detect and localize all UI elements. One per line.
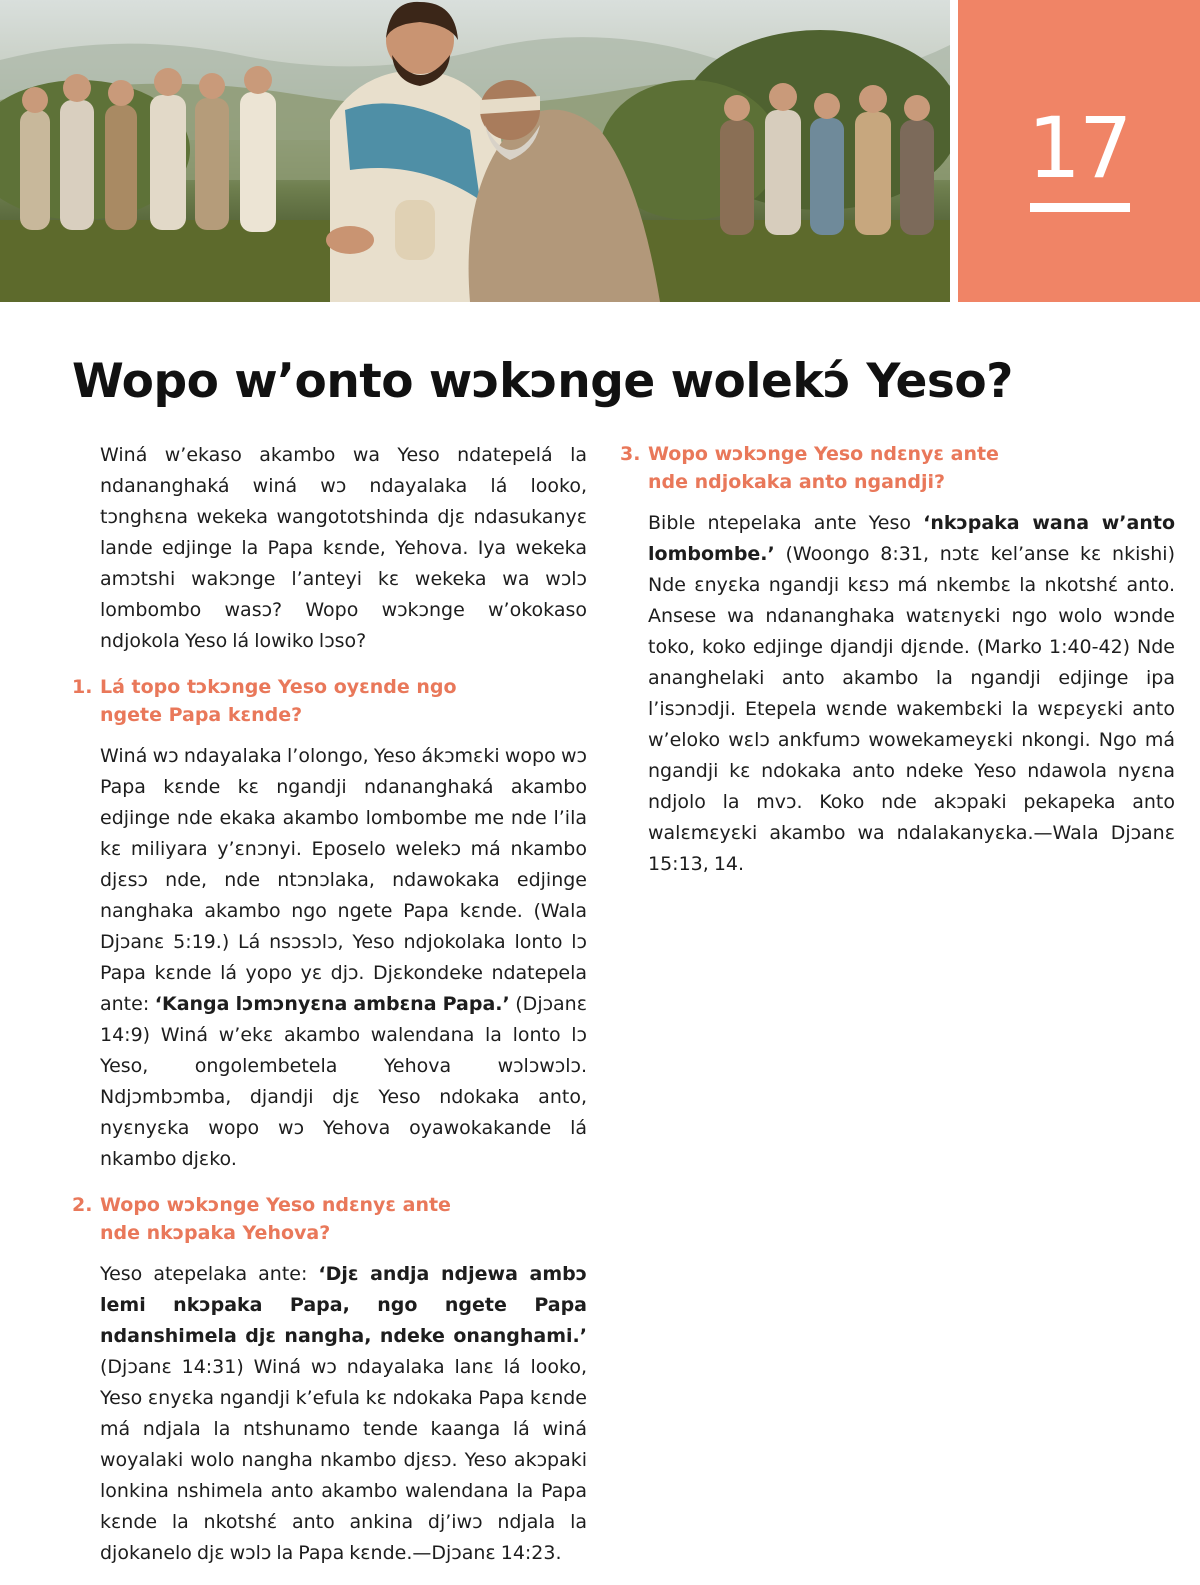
question-2-heading bbox=[72, 1191, 587, 1247]
lesson-badge bbox=[958, 0, 1200, 302]
question-1-number: 1. bbox=[72, 676, 93, 698]
question-2-heading-line2: nde nkɔpaka Yehova? bbox=[100, 1222, 331, 1244]
question-2-answer bbox=[72, 1259, 587, 1569]
question-2-number: 2. bbox=[72, 1194, 93, 1216]
jesus-healing-scene-image bbox=[0, 0, 950, 302]
right-column bbox=[620, 440, 1175, 896]
question-1-heading-line2: ngete Papa kɛnde? bbox=[100, 704, 303, 726]
question-1-answer-text-a: Winá wɔ ndayalaka l’olongo, Yeso ákɔmɛki wopo wɔ Papa kɛnde kɛ ngandji ndananghaká akambo edjinge nde ekaka akambo lombombe me nde l’ila kɛ miliyara y’ɛnɔnyi. Eposelo welekɔ má nkambo djɛsɔ nde, nde ntɔnɔlaka, ndawokaka edjinge nanghaka akambo ngo ngete Papa kɛnde. (Wala Djɔanɛ 5:19.) Lá nsɔsɔlɔ, Yeso ndjokolaka lonto lɔ Papa kɛnde lá yopo yɛ djɔ. Djɛkondeke ndatepela ante: bbox=[100, 745, 587, 1015]
question-3-heading-line1: Wopo wɔkɔnge Yeso ndɛnyɛ ante bbox=[648, 443, 999, 465]
question-1-answer-quote: ‘Kanga lɔmɔnyɛna ambɛna Papa.’ bbox=[154, 993, 510, 1015]
page-title: Wopo w’onto wɔkɔnge wolekɔ́ Yeso? bbox=[72, 354, 1013, 409]
question-3-answer-text-b: (Woongo 8:31, nɔtɛ kel’anse kɛ nkishi) Nde ɛnyɛka ngandji kɛsɔ má nkembɛ la nkotshɛ́ anto. Ansese wa ndananghaka watɛnyɛki ngo wolo wɔnde toko, koko edjinge djandji djɛnde. (Marko 1:40-42) Nde ananghelaki anto akambo la ngandji edjinge ipa l’isɔnɔdji. Etepela wɛnde wakembɛki la wɛpɛyɛki anto w’eloko wɛlɔ ankfumɔ wowekameyɛki nkongi. Ngo má ngandji kɛ ndokaka anto ndeke Yeso ndawola nyɛna ndjolo la mvɔ. Koko nde akɔpaki pekapeka anto walɛmɛyɛki akambo wa ndalakanyɛka.—Wala Djɔanɛ 15:13, 14. bbox=[648, 543, 1175, 875]
hero-illustration bbox=[0, 0, 950, 302]
question-3-answer-text-a: Bible ntepelaka ante Yeso bbox=[648, 512, 924, 534]
intro-paragraph: Winá w’ekaso akambo wa Yeso ndatepelá la ndananghaká winá wɔ ndayalaka lá looko, tɔnghɛna wekeka wangototshinda djɛ ndasukanyɛ lande edjinge la Papa kɛnde, Yehova. Iya wekeka amɔtshi wakɔnge l’anteyi kɛ wekeka wa wɔlɔ lombombo wasɔ? Wopo wɔkɔnge w’okokaso ndjokola Yeso lá lowiko lɔso? bbox=[100, 444, 587, 652]
question-2-heading-line1: Wopo wɔkɔnge Yeso ndɛnyɛ ante bbox=[100, 1194, 451, 1216]
question-1-answer-text-b: (Djɔanɛ 14:9) Winá w’ekɛ akambo walendana la lonto lɔ Yeso, ongolembetela Yehova wɔlɔwɔlɔ. Ndjɔmbɔmba, djandji djɛ Yeso ndokaka anto, nyɛnyɛka wopo wɔ Yehova oyawokakande lá nkambo djɛko. bbox=[100, 993, 587, 1170]
question-1-heading bbox=[72, 673, 587, 729]
question-1-heading-line1: Lá topo tɔkɔnge Yeso oyɛnde ngo bbox=[100, 676, 457, 698]
lesson-number-underline bbox=[1030, 203, 1130, 212]
lesson-number: 17 bbox=[1027, 99, 1131, 197]
question-3-heading bbox=[620, 440, 1175, 496]
question-3-answer-quote: ‘nkɔpaka wana w’anto lombombe.’ bbox=[648, 512, 1175, 565]
question-2-answer-quote: ‘Djɛ andja ndjewa ambɔ lemi nkɔpaka Papa, ngo ngete Papa ndanshimela djɛ nangha, ndeke onanghami.’ bbox=[100, 1263, 587, 1347]
question-1-answer bbox=[72, 741, 587, 1175]
question-2-answer-text-b: (Djɔanɛ 14:31) Winá wɔ ndayalaka lanɛ lá looko, Yeso ɛnyɛka ngandji k’efula kɛ ndokaka Papa kɛnde má ndjala la ntshunamo tende kaanga lá winá woyalaki wolo nangha nkambo djɛsɔ. Yeso akɔpaki lonkina nshimela anto akambo walendana la Papa kɛnde la nkotshɛ́ anto ankina dj’iwɔ ndjala la djokanelo djɛ wɔlɔ la Papa kɛnde.—Djɔanɛ 14:23. bbox=[100, 1356, 587, 1564]
question-3-heading-line2: nde ndjokaka anto ngandji? bbox=[648, 471, 946, 493]
question-3-number: 3. bbox=[620, 443, 641, 465]
question-3-answer bbox=[620, 508, 1175, 880]
question-2-answer-text-a: Yeso atepelaka ante: bbox=[100, 1263, 319, 1285]
left-column bbox=[72, 440, 587, 1585]
